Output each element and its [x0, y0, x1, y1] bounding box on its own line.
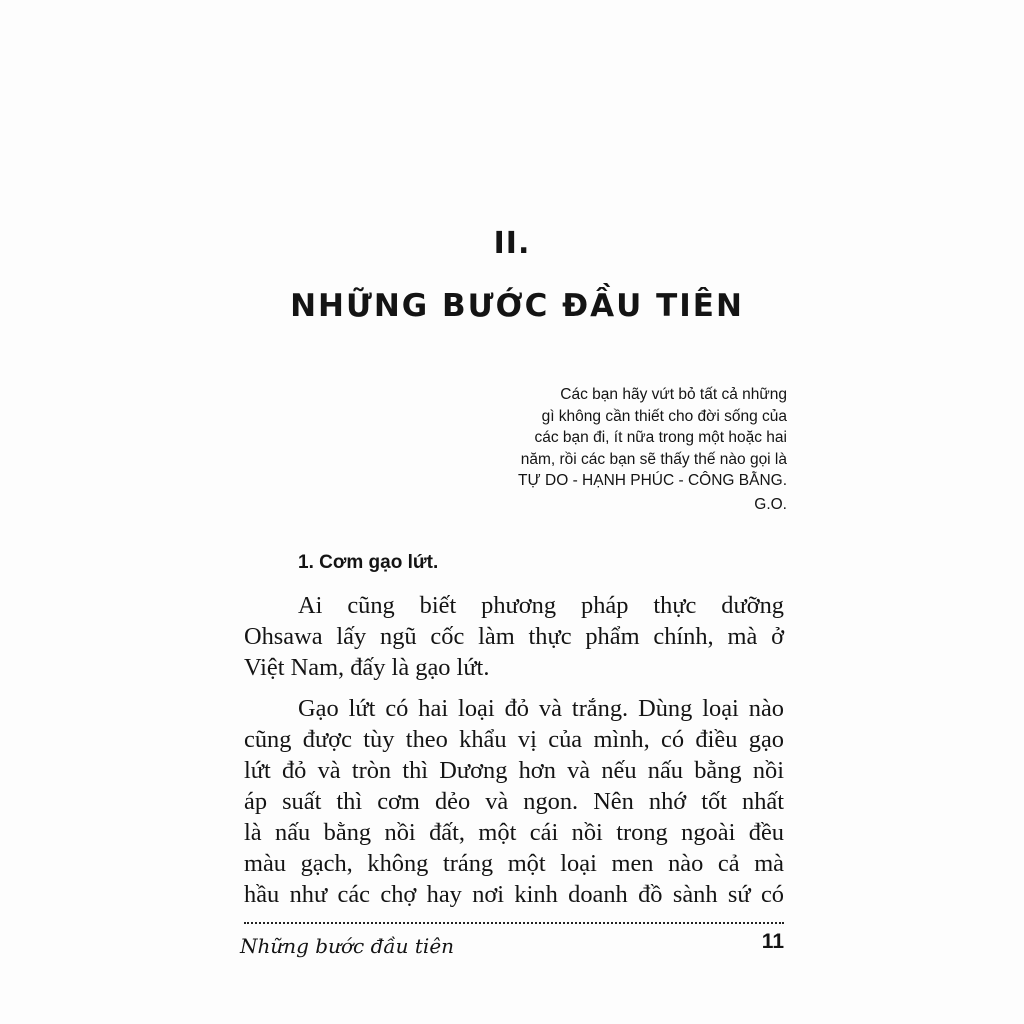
page-number: 11: [761, 930, 784, 953]
epigraph-line: các bạn đi, ít nữa trong một hoặc hai: [534, 429, 787, 446]
paragraph: [244, 590, 784, 683]
chapter-title: NHỮNG BƯỚC ĐẦU TIÊN: [290, 288, 744, 324]
section-heading: 1. Cơm gạo lứt.: [298, 552, 439, 573]
epigraph-line: năm, rồi các bạn sẽ thấy thế nào gọi là: [520, 450, 787, 468]
epigraph-line: gì không cần thiết cho đời sống của: [541, 407, 787, 425]
running-footer-title: Những bước đầu tiên: [240, 934, 455, 958]
epigraph: [482, 384, 787, 515]
body-text: [244, 590, 784, 920]
chapter-number: II.: [493, 226, 531, 261]
paragraph-line: màu gạch, không tráng một loại men nào cả mà: [244, 850, 784, 877]
paragraph-line: lứt đỏ và tròn thì Dương hơn và nếu nấu bằng nồi: [244, 757, 784, 784]
paragraph-line: Ai cũng biết phương pháp thực dưỡng: [298, 592, 784, 619]
epigraph-author: G.O.: [754, 495, 787, 513]
paragraph-line: hầu như các chợ hay nơi kinh doanh đồ sành sứ có: [244, 881, 784, 908]
paragraph-line: cũng được tùy theo khẩu vị của mình, có điều gạo: [244, 726, 784, 753]
paragraph-line: Gạo lứt có hai loại đỏ và trắng. Dùng loại nào: [298, 695, 784, 722]
epigraph-line: Các bạn hãy vứt bỏ tất cả những: [560, 386, 787, 403]
epigraph-line: TỰ DO - HẠNH PHÚC - CÔNG BẰNG.: [518, 472, 787, 489]
footer-divider: [244, 922, 784, 924]
paragraph: [244, 693, 784, 910]
paragraph-line: áp suất thì cơm dẻo và ngon. Nên nhớ tốt nhất: [244, 788, 784, 815]
paragraph-line: Việt Nam, đấy là gạo lứt.: [244, 654, 490, 681]
paragraph-line: Ohsawa lấy ngũ cốc làm thực phẩm chính, mà ở: [244, 623, 784, 650]
paragraph-line: là nấu bằng nồi đất, một cái nồi trong ngoài đều: [244, 819, 784, 846]
